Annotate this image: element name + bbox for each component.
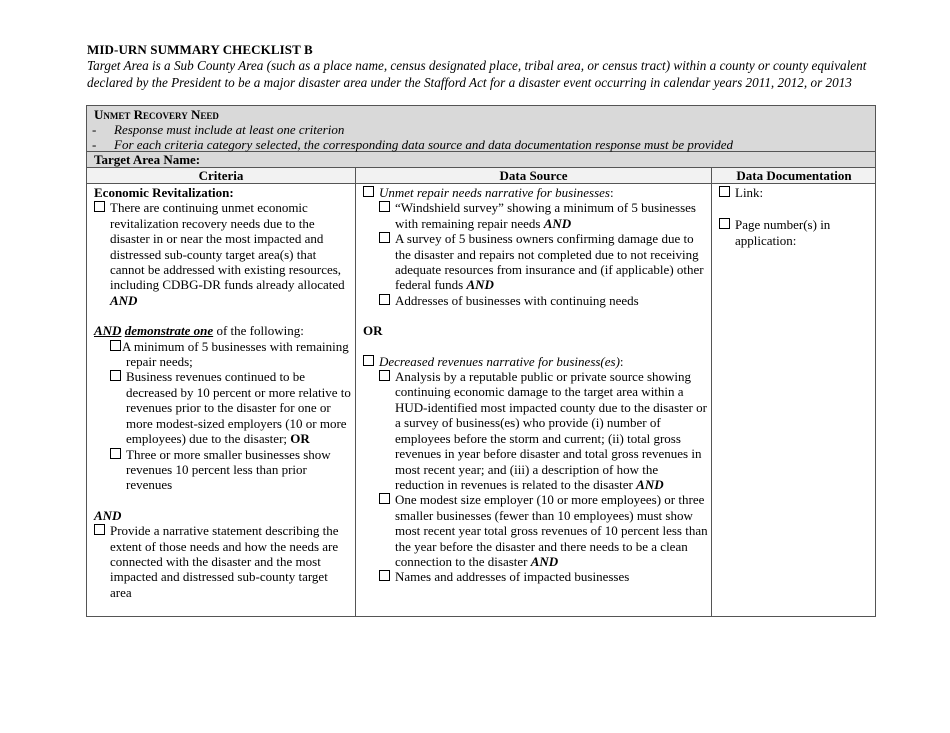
page-subtitle: Target Area is a Sub County Area (such as a place name, census designated place, tribal area, or census tract) within a county or county equivalent declared by the President to be a major disaster area under the Stafford Act for a disaster event occurring in calendar years 2011, 2012, or 2013 (87, 58, 867, 90)
column-header-data-documentation: Data Documentation (736, 168, 852, 183)
and-label: AND (94, 507, 122, 523)
criteria-subitem: Three or more smaller businesses show revenues 10 percent less than prior revenues (110, 447, 352, 493)
checkbox[interactable] (379, 232, 390, 243)
criteria-cell (94, 185, 352, 600)
checkbox[interactable] (379, 493, 390, 504)
checklist-table (86, 105, 876, 617)
unmet-bullet-1: - Response must include at least one criterion (92, 122, 345, 137)
criteria-subitem: A minimum of 5 businesses with remaining repair needs; (110, 339, 352, 370)
data-source-item: One modest size employer (10 or more employees) or three smaller businesses (fewer than 10 employees) must show most recent year total gross revenues of 10 percent less than the year before the disaster and there needs to be a clean connection to the disaster AND (379, 492, 708, 569)
column-divider (355, 168, 356, 616)
checkbox[interactable] (363, 355, 374, 366)
data-documentation-cell (719, 185, 869, 248)
criteria-item: There are continuing unmet economic revitalization recovery needs due to the disaster in or near the most impacted and distressed sub-county target area(s) that cannot be addressed with existing resources, including CDBG-DR funds already allocated AND (94, 200, 352, 308)
target-area-label: Target Area Name: (94, 152, 201, 167)
unmet-need-heading: Unmet Recovery Need (94, 107, 219, 122)
checkbox[interactable] (379, 294, 390, 305)
checkbox[interactable] (719, 186, 730, 197)
unmet-need-section (87, 106, 875, 152)
checkbox[interactable] (94, 201, 105, 212)
checkbox[interactable] (379, 201, 390, 212)
criteria-item: Provide a narrative statement describing the extent of those needs and how the needs are connected with the disaster and the most impacted and distressed sub-county target area (94, 523, 352, 600)
column-header-data-source: Data Source (499, 168, 568, 183)
data-source-item: Addresses of businesses with continuing needs (379, 293, 708, 308)
checkbox[interactable] (110, 370, 121, 381)
checkbox[interactable] (379, 570, 390, 581)
data-source-heading: Decreased revenues narrative for business(es): (363, 354, 708, 369)
page-title: MID-URN SUMMARY CHECKLIST B (87, 42, 313, 57)
or-label: OR (363, 323, 383, 339)
data-source-heading: Unmet repair needs narrative for businesses: (363, 185, 708, 200)
checkbox[interactable] (719, 218, 730, 229)
data-source-item: Names and addresses of impacted businesses (379, 569, 708, 584)
data-source-cell (363, 185, 708, 585)
criteria-heading: Economic Revitalization: (94, 185, 234, 200)
checkbox[interactable] (110, 448, 121, 459)
data-source-item: A survey of 5 business owners confirming damage due to the disaster and repairs not completed due to not receiving adequate resources from insurance and (if applicable) other federal funds AND (379, 231, 708, 293)
checkbox[interactable] (363, 186, 374, 197)
documentation-page-numbers: Page number(s) in application: (719, 217, 869, 248)
checkbox[interactable] (110, 340, 121, 351)
data-source-item: “Windshield survey” showing a minimum of 5 businesses with remaining repair needs AND (379, 200, 708, 231)
column-divider (711, 168, 712, 616)
documentation-link: Link: (719, 185, 869, 200)
demonstrate-line: AND demonstrate one of the following: (94, 323, 304, 339)
target-area-row (87, 152, 875, 168)
column-header-row (87, 168, 875, 184)
criteria-subitem: Business revenues continued to be decreased by 10 percent or more relative to revenues prior to the disaster for one or more modest-sized employers (10 or more employees) due to the disaster; OR (110, 369, 352, 446)
checkbox[interactable] (94, 524, 105, 535)
column-header-criteria: Criteria (198, 168, 244, 183)
checkbox[interactable] (379, 370, 390, 381)
data-source-item: Analysis by a reputable public or private source showing continuing economic damage to the target area within a HUD-identified most impacted county due to the disaster or a survey of business(es) who provide (i) number of employees before the storm and current; (ii) total gross revenues in year before disaster and total gross revenues in most recent year; and (iii) a description of how the reduction in revenues is related to the disaster AND (379, 369, 708, 492)
unmet-bullet-2: - For each criteria category selected, the corresponding data source and data documentation response must be provided (92, 137, 734, 152)
